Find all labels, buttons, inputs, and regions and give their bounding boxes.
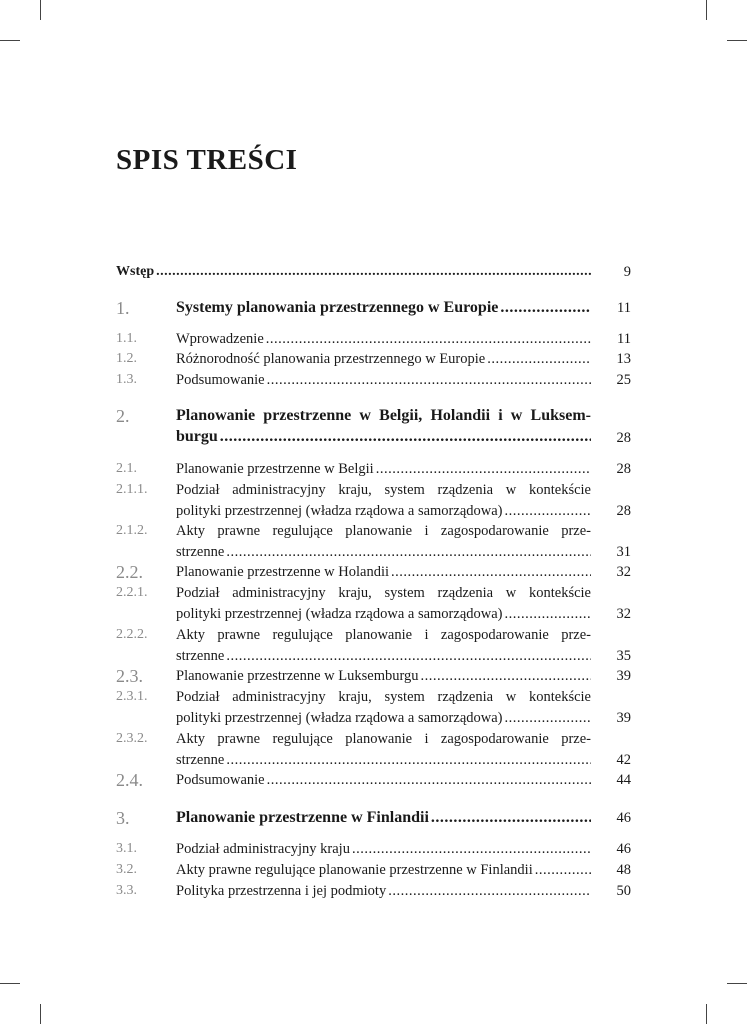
leader-dots (505, 604, 592, 625)
toc-entry-label: Podział administracyjny kraju, system rządzenia w kontekście (176, 585, 591, 601)
toc-entry-label: Podział administracyjny kraju, system rządzenia w kontekście (176, 482, 591, 498)
leader-dots (220, 427, 591, 448)
crop-mark (40, 0, 41, 20)
toc-entry-label: Planowanie przestrzenne w Luksemburgu (176, 668, 419, 684)
toc-entry-label: Systemy planowania przestrzennego w Europie (176, 299, 499, 316)
leader-dots (500, 298, 591, 319)
leader-dots (266, 329, 591, 350)
toc-entry-label: Akty prawne regulujące planowanie i zagospodarowanie prze- (176, 731, 591, 747)
section-number: 2.3. (116, 666, 143, 686)
toc-entry-label: polityki przestrzennej (władza rządowa a samorządowa) (176, 605, 503, 622)
leader-dots (391, 562, 591, 583)
page-number: 46 (616, 810, 631, 826)
section-number: 3.2. (116, 862, 137, 877)
leader-dots (267, 770, 591, 791)
section-number: 2. (116, 406, 130, 426)
section-number: 1.1. (116, 331, 137, 346)
toc-entry-label: Polityka przestrzenna i jej podmioty (176, 883, 387, 899)
page-title: SPIS TREŚCI (116, 144, 298, 176)
toc-entry-label: strzenne (176, 543, 225, 560)
section-number: 2.1. (116, 461, 137, 476)
crop-mark (727, 40, 747, 41)
page-number: 44 (616, 772, 631, 788)
leader-dots (156, 262, 591, 283)
toc-entry-label: strzenne (176, 647, 225, 664)
crop-mark (0, 40, 20, 41)
page-number: 28 (616, 461, 631, 477)
crop-mark (706, 1004, 707, 1024)
toc-entry-label: Podsumowanie (176, 772, 265, 788)
section-number: 2.2.1. (116, 585, 148, 600)
page-number: 35 (616, 648, 631, 664)
section-number: 2.2. (116, 562, 143, 582)
page-number: 11 (617, 331, 631, 347)
section-number: 3.1. (116, 841, 137, 856)
leader-dots (487, 349, 591, 370)
page-number: 13 (616, 351, 631, 367)
toc-entry-label: Wprowadzenie (176, 331, 264, 347)
page-number: 39 (616, 710, 631, 726)
section-number: 2.1.2. (116, 523, 148, 538)
leader-dots (226, 542, 591, 563)
leader-dots (226, 750, 591, 771)
toc-entry-label: polityki przestrzennej (władza rządowa a samorządowa) (176, 709, 503, 726)
toc-entry-label: strzenne (176, 751, 225, 768)
page-number: 31 (616, 544, 631, 560)
toc-entry-label: Planowanie przestrzenne w Belgii (176, 461, 374, 477)
page-number: 39 (616, 668, 631, 684)
page-number: 32 (616, 564, 631, 580)
page-number: 28 (616, 503, 631, 519)
toc-entry-label: Podział administracyjny kraju (176, 841, 350, 857)
leader-dots (267, 370, 591, 391)
page-number: 9 (623, 264, 631, 280)
toc-entry-label: Planowanie przestrzenne w Belgii, Holandii i w Luksem- (176, 407, 591, 424)
section-number: 3.3. (116, 883, 137, 898)
section-number: 1.2. (116, 351, 137, 366)
page-number: 48 (616, 862, 631, 878)
toc-entry-label: Podsumowanie (176, 372, 265, 388)
page-number: 28 (616, 430, 631, 446)
crop-mark (40, 1004, 41, 1024)
leader-dots (505, 501, 592, 522)
leader-dots (431, 808, 591, 829)
toc-entry-label: Wstęp (116, 264, 155, 279)
leader-dots (535, 860, 591, 881)
page-number: 42 (616, 752, 631, 768)
section-number: 1. (116, 298, 130, 318)
page-number: 32 (616, 606, 631, 622)
crop-mark (0, 983, 20, 984)
crop-mark (727, 983, 747, 984)
leader-dots (388, 881, 591, 902)
page-number: 50 (616, 883, 631, 899)
page-number: 25 (616, 372, 631, 388)
crop-mark (706, 0, 707, 20)
toc-entry-label: Akty prawne regulujące planowanie przestrzenne w Finlandii (176, 862, 533, 878)
leader-dots (376, 459, 591, 480)
toc-entry-label: burgu (176, 427, 218, 445)
section-number: 2.1.1. (116, 482, 148, 497)
toc-entry-label: Akty prawne regulujące planowanie i zagospodarowanie prze- (176, 627, 591, 643)
section-number: 2.3.1. (116, 689, 148, 704)
section-number: 1.3. (116, 372, 137, 387)
toc-entry-label: Planowanie przestrzenne w Holandii (176, 564, 389, 580)
toc-entry-label: Różnorodność planowania przestrzennego w Europie (176, 351, 486, 367)
toc-entry-label: Akty prawne regulujące planowanie i zagospodarowanie prze- (176, 523, 591, 539)
toc-entry-label: Planowanie przestrzenne w Finlandii (176, 809, 429, 826)
leader-dots (421, 666, 591, 687)
section-number: 2.3.2. (116, 731, 148, 746)
section-number: 3. (116, 808, 130, 828)
page-number: 46 (616, 841, 631, 857)
leader-dots (226, 646, 591, 667)
leader-dots (352, 839, 591, 860)
toc-entry-label: Podział administracyjny kraju, system rządzenia w kontekście (176, 689, 591, 705)
page-number: 11 (617, 300, 631, 316)
section-number: 2.4. (116, 770, 143, 790)
toc-entry-label: polityki przestrzennej (władza rządowa a samorządowa) (176, 502, 503, 519)
leader-dots (505, 708, 592, 729)
section-number: 2.2.2. (116, 627, 148, 642)
